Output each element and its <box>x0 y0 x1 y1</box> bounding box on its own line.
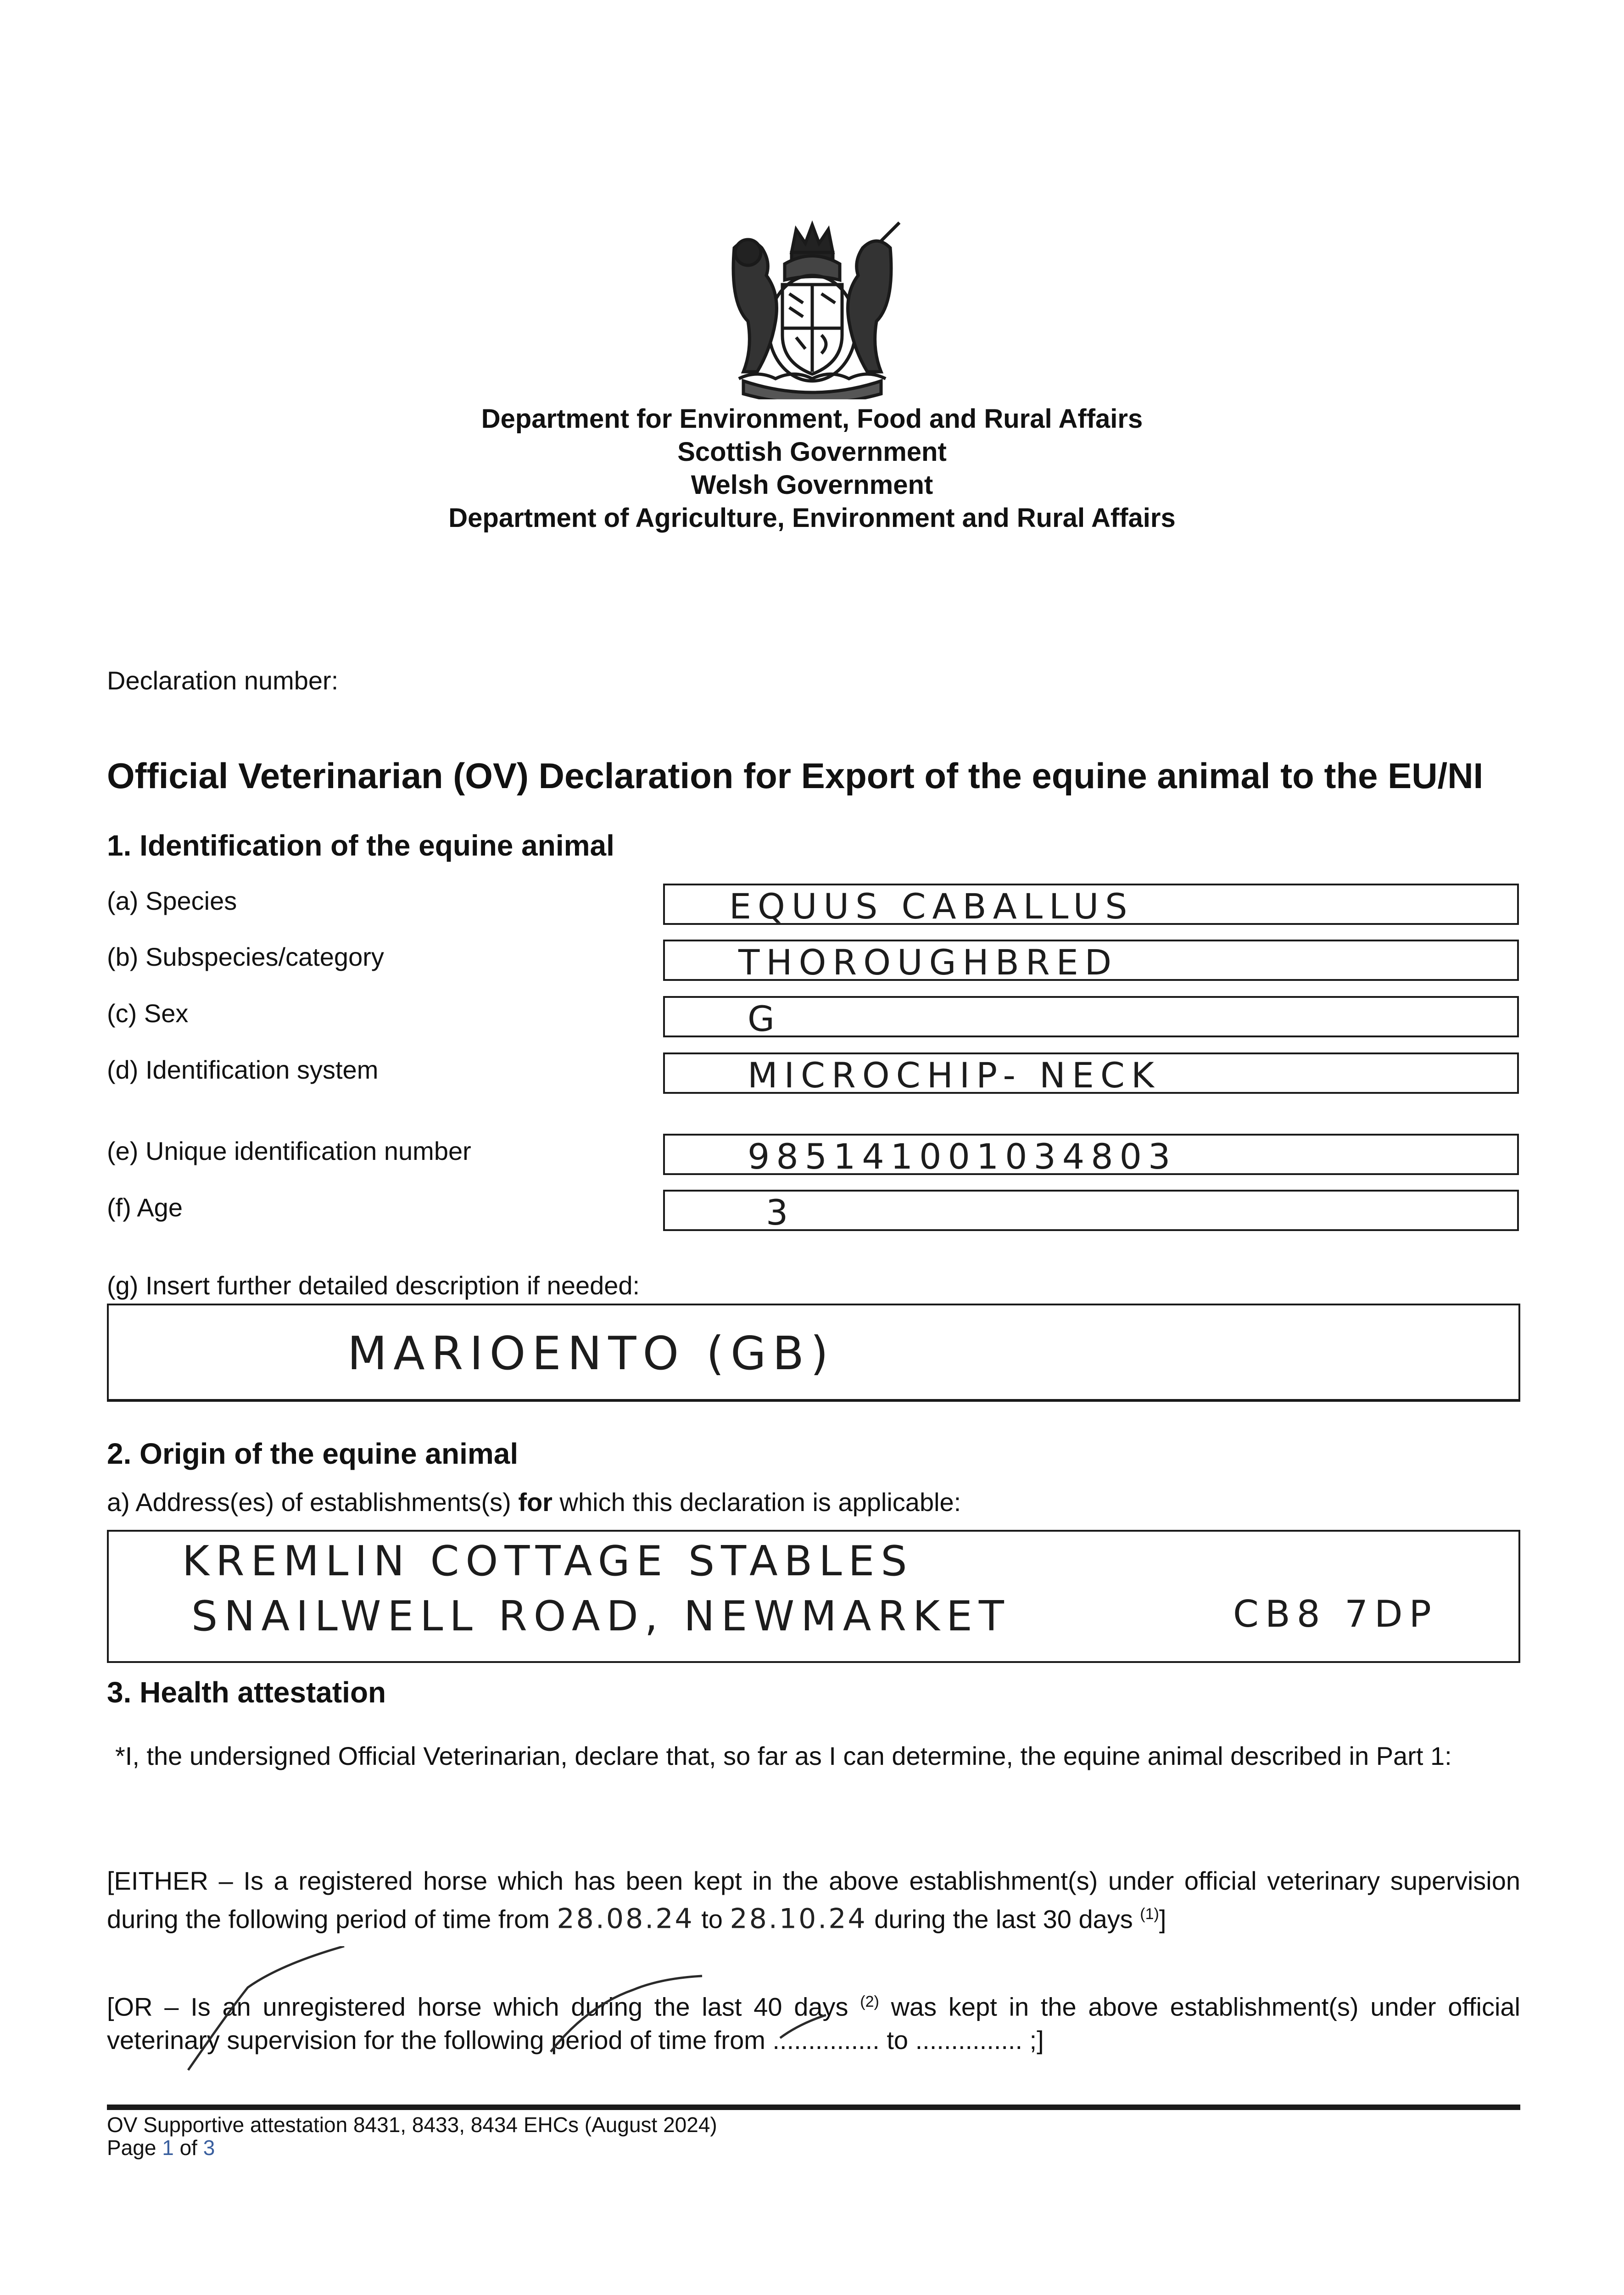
subspecies-value: THOROUGHBRED <box>738 942 1118 983</box>
footer-attestation: OV Supportive attestation 8431, 8433, 8434 EHCs (August 2024) <box>107 2113 717 2137</box>
dept-welsh-government: Welsh Government <box>691 470 933 500</box>
species-label: (a) Species <box>107 886 237 915</box>
unique-id-label: (e) Unique identification number <box>107 1136 471 1165</box>
either-to-date: 28.10.24 <box>730 1903 867 1935</box>
further-description-label: (g) Insert further detailed description if needed: <box>107 1271 640 1300</box>
address-line2: SNAILWELL ROAD, NEWMARKET <box>191 1592 1010 1640</box>
section-divider <box>107 1400 1520 1402</box>
section3-heading: 3. Health attestation <box>107 1676 386 1709</box>
sex-field[interactable] <box>663 996 1519 1037</box>
footer-page-number: Page 1 of 3 <box>107 2136 215 2160</box>
section1-heading: 1. Identification of the equine animal <box>107 829 614 862</box>
age-value: 3 <box>766 1192 795 1233</box>
sex-value: G <box>748 998 781 1039</box>
footer-rule <box>107 2105 1520 2110</box>
identification-system-field[interactable] <box>663 1052 1519 1094</box>
unique-id-field[interactable] <box>663 1134 1519 1175</box>
further-description-value: MARIOENTO (GB) <box>347 1327 835 1380</box>
unique-id-value: 985141001034803 <box>748 1136 1177 1177</box>
document-title: Official Veterinarian (OV) Declaration for Export of the equine animal to the EU/NI <box>107 756 1484 796</box>
further-description-field[interactable] <box>107 1304 1520 1401</box>
subspecies-field[interactable] <box>663 940 1519 981</box>
either-clause: [EITHER – Is a registered horse which has been kept in the above establishment(s) under official veterinary supervision during the following period of time from 28.08.24 to 28.10.24 during the last 30 days $^{(1)}$] <box>107 1866 1520 1935</box>
royal-coat-of-arms-icon <box>716 220 909 399</box>
identification-system-value: MICROCHIP- NECK <box>748 1055 1161 1096</box>
subspecies-label: (b) Subspecies/category <box>107 942 384 971</box>
health-attestation-intro: *I, the undersigned Official Veterinarian, declare that, so far as I can determine, the equine animal described in Part 1: <box>115 1741 1452 1770</box>
section2-heading: 2. Origin of the equine animal <box>107 1437 519 1470</box>
dept-scottish-government: Scottish Government <box>677 437 947 467</box>
address-label: a) Address(es) of establishments(s) for which this declaration is applicable: <box>107 1488 961 1517</box>
either-from-date: 28.08.24 <box>557 1903 694 1935</box>
or-clause: [OR – Is an unregistered horse which during the last 40 days $^{(2)}$ was kept in the above establishment(s) under official veterinary supervision for the following period of time from ............... to ............... ;] <box>107 1992 1520 2054</box>
address-postcode: CB8 7DP <box>1233 1593 1438 1635</box>
sex-label: (c) Sex <box>107 999 189 1028</box>
species-field[interactable] <box>663 884 1519 925</box>
dept-daera: Department of Agriculture, Environment and Rural Affairs <box>448 503 1176 533</box>
species-value: EQUUS CABALLUS <box>729 886 1134 927</box>
address-line1: KREMLIN COTTAGE STABLES <box>182 1537 914 1585</box>
dept-defra: Department for Environment, Food and Rural Affairs <box>481 404 1143 434</box>
age-label: (f) Age <box>107 1193 183 1222</box>
address-field[interactable] <box>107 1530 1520 1663</box>
age-field[interactable] <box>663 1190 1519 1231</box>
declaration-number-label: Declaration number: <box>107 666 339 695</box>
identification-system-label: (d) Identification system <box>107 1055 379 1084</box>
